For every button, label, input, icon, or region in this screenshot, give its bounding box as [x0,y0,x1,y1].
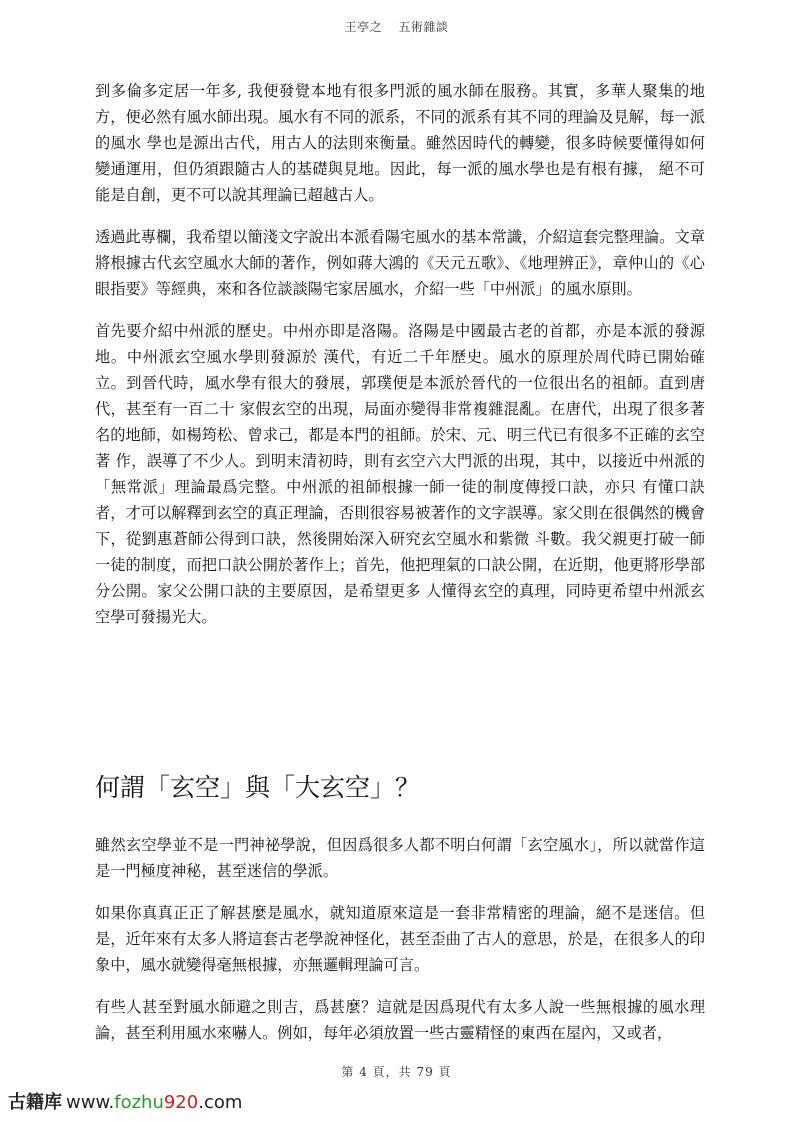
watermark-red: 920 [163,1092,199,1113]
paragraph: 如果你真真正正了解甚麼是風水，就知道原來這是一套非常精密的理論，絕不是迷信。但是，近年來有太多人將這套古老學說神怪化，甚至歪曲了古人的意思，於是，在很多人的印象中，風水就變得毫無根據，亦無邏輯理論可言。 [95,904,705,974]
watermark-suffix: .com [198,1092,243,1113]
watermark-prefix: www. [66,1092,115,1113]
page-number: 第 4 頁，共 79 頁 [341,1065,452,1079]
body-content [95,78,705,646]
header-book-title: 五術雜談 [398,20,449,34]
header-author: 王亭之 [344,20,383,34]
watermark-green: fozhu [114,1092,164,1113]
section-heading: 何謂「玄空」與「大玄空」？ [95,773,421,802]
site-watermark [8,1088,242,1114]
section-content [95,832,705,1062]
watermark-cn: 古籍库 [8,1092,62,1113]
paragraph: 到多倫多定居一年多, 我便發覺本地有很多門派的風水師在服務。其實，多華人聚集的地方，便必然有風水師出現。風水有不同的派系，不同的派系有其不同的理論及見解，每一派的風水 學也是源出古代，用古人的法則來衡量。雖然因時代的轉變，很多時候要懂得如何變通運用，但仍須跟隨古人的基礎與見地。因此，每一派的風水學也是有根有據， 絕不可能是自創，更不可以說其理論已超越古人。 [95,82,705,204]
paragraph: 首先要介紹中州派的歷史。中州亦即是洛陽。洛陽是中國最古老的首都，亦是本派的發源地。中州派玄空風水學則發源於 漢代，有近二千年歷史。風水的原理於周代時已開始確立。到晉代時，風水學有很大的發展，郭璞便是本派於晉代的一位很出名的祖師。直到唐代，甚至有一百二十 家假玄空的出現，局面亦變得非常複雜混亂。在唐代，出現了很多著名的地師，如楊筠松、曾求己，都是本門的祖師。於宋、元、明三代已有很多不正確的玄空著 作，誤導了不少人。到明末清初時，則有玄空六大門派的出現，其中，以接近中州派的「無常派」理論最爲完整。中州派的祖師根據一師一徒的制度傳授口訣，亦只 有懂口訣者，才可以解釋到玄空的真正理論，否則很容易被著作的文字誤導。家父則在很偶然的機會下，從劉惠蒼師公得到口訣，然後開始深入研究玄空風水和紫微 斗數。我父親更打破一師一徒的制度，而把口訣公開於著作上；首先，他把理氣的口訣公開，在近期，他更將形學部分公開。家父公開口訣的主要原因，是希望更多 人懂得玄空的真理，同時更希望中州派玄空學可發揚光大。 [95,322,705,626]
page-header [0,18,793,35]
paragraph: 雖然玄空學並不是一門神祕學說，但因爲很多人都不明白何謂「玄空風水」，所以就當作這是一門極度神秘，甚至迷信的學派。 [95,836,705,880]
paragraph: 透過此專欄，我希望以簡淺文字說出本派看陽宅風水的基本常識，介紹這套完整理論。文章將根據古代玄空風水大師的著作，例如蔣大鴻的《天元五歌》、《地理辨正》，章仲山的《心眼指要》等經典，來和各位談談陽宅家居風水，介紹一些「中州派」的風水原則。 [95,228,705,298]
paragraph: 有些人甚至對風水師避之則吉，爲甚麼？這就是因爲現代有太多人說一些無根據的風水理論，甚至利用風水來嚇人。例如，每年必須放置一些古靈精怪的東西在屋內，又或者， [95,998,705,1042]
